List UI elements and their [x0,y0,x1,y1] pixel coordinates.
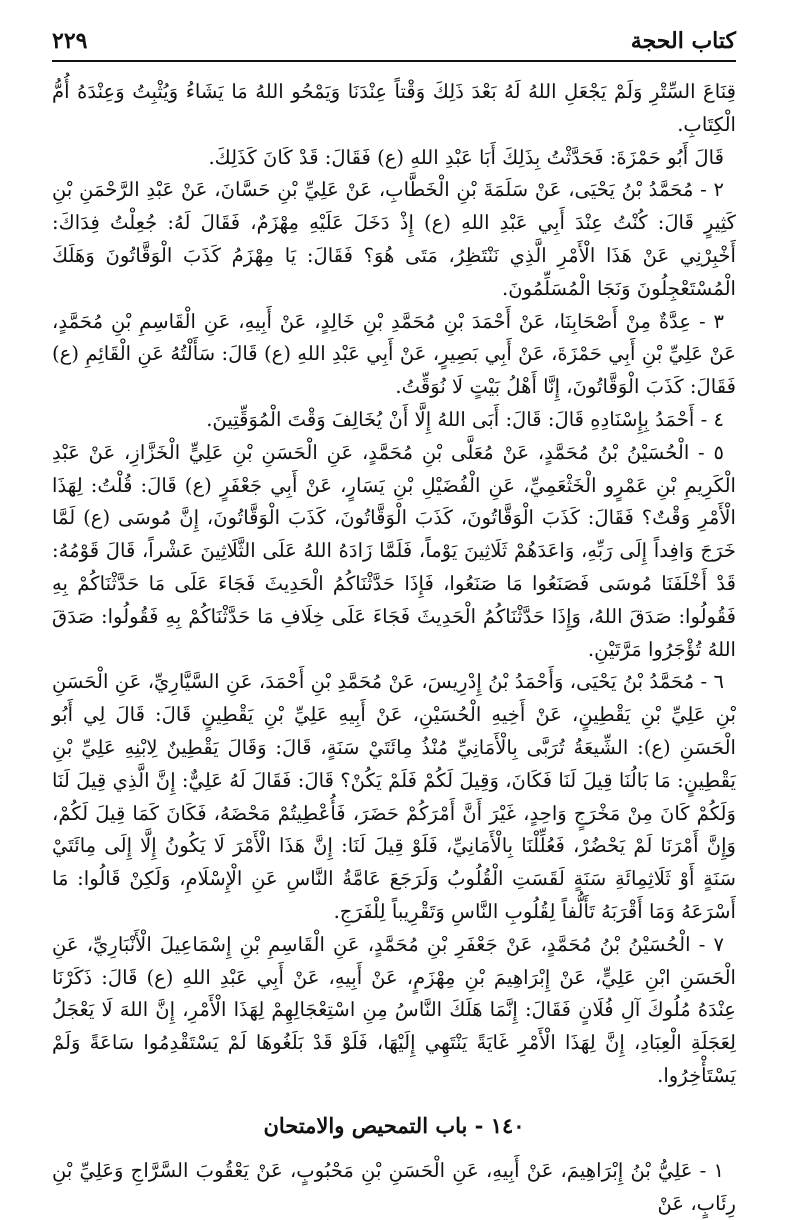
book-title: كتاب الحجة [630,28,736,54]
hadith-5: ٥ - الْحُسَيْنُ بْنُ مُحَمَّدٍ، عَنْ مُعَلَّى بْنِ مُحَمَّدٍ، عَنِ الْحَسَنِ بْنِ عَلِيٍّ الْخَزَّازِ، عَنْ عَبْدِ الْكَرِيمِ بْنِ عَمْرٍو الْخَثْعَمِيِّ، عَنِ الْفُضَيْلِ بْنِ يَسَارٍ، عَنْ أَبِي جَعْفَرٍ (ع) قَالَ: قُلْتُ: لِهَذَا الْأَمْرِ وَقْتٌ؟ فَقَالَ: كَذَبَ الْوَقَّاتُونَ، كَذَبَ الْوَقَّاتُونَ، كَذَبَ الْوَقَّاتُونَ، إِنَّ مُوسَى (ع) لَمَّا خَرَجَ وَافِداً إِلَى رَبِّهِ، وَاعَدَهُمْ ثَلَاثِينَ يَوْماً، فَلَمَّا زَادَهُ اللهُ عَلَى الثَّلَاثِينَ عَشْراً، قَالَ قَوْمُهُ: قَدْ أَخْلَفَنَا مُوسَى فَصَنَعُوا مَا صَنَعُوا، فَإِذَا حَدَّثْنَاكُمُ الْحَدِيثَ فَجَاءَ عَلَى مَا حَدَّثْنَاكُمْ بِهِ فَقُولُوا: صَدَقَ اللهُ، وَإِذَا حَدَّثْنَاكُمُ الْحَدِيثَ فَجَاءَ عَلَى خِلَافِ مَا حَدَّثْنَاكُمْ بِهِ فَقُولُوا: صَدَقَ اللهُ تُؤْجَرُوا مَرَّتَيْنِ. [52,440,736,661]
chapter-hadith-1: ١ - عَلِيُّ بْنُ إِبْرَاهِيمَ، عَنْ أَبِيهِ، عَنِ الْحَسَنِ بْنِ مَحْبُوبٍ، عَنْ يَعْقُوبَ السَّرَّاجِ وَعَلِيِّ بْنِ رِئَابٍ، عَنْ [52,1158,736,1215]
paragraph-abu-hamza: قَالَ أَبُو حَمْزَةَ: فَحَدَّثْتُ بِذَلِكَ أَبَا عَبْدِ اللهِ (ع) فَقَالَ: قَدْ كَانَ كَذَلِكَ. [208,145,724,169]
hadith-6: ٦ - مُحَمَّدُ بْنُ يَحْيَى، وَأَحْمَدُ بْنُ إِدْرِيسَ، عَنْ مُحَمَّدِ بْنِ أَحْمَدَ، عَنِ السَّيَّارِيِّ، عَنِ الْحَسَنِ بْنِ عَلِيِّ بْنِ يَقْطِينٍ، عَنْ أَخِيهِ الْحُسَيْنِ، عَنْ أَبِيهِ عَلِيِّ بْنِ يَقْطِينٍ قَالَ: قَالَ لِي أَبُو الْحَسَنِ (ع): الشِّيعَةُ تُرَبَّى بِالْأَمَانِيِّ مُنْذُ مِائَتَيْ سَنَةٍ، قَالَ: وَقَالَ يَقْطِينٌ لِابْنِهِ عَلِيِّ بْنِ يَقْطِينٍ: مَا بَالُنَا قِيلَ لَنَا فَكَانَ، وَقِيلَ لَكُمْ فَلَمْ يَكُنْ؟ قَالَ: فَقَالَ لَهُ عَلِيٌّ: إِنَّ الَّذِي قِيلَ لَنَا وَلَكُمْ كَانَ مِنْ مَخْرَجٍ وَاحِدٍ، غَيْرَ أَنَّ أَمْرَكُمْ حَضَرَ، فَأُعْطِيتُمْ مَحْضَهُ، فَكَانَ كَمَا قِيلَ لَكُمْ، وَإِنَّ أَمْرَنَا لَمْ يَحْضُرْ، فَعُلِّلْنَا بِالْأَمَانِيِّ، فَلَوْ قِيلَ لَنَا: إِنَّ هَذَا الْأَمْرَ لَا يَكُونُ إِلَّا إِلَى مِائَتَيْ سَنَةٍ أَوْ ثَلَاثِمِائَةِ سَنَةٍ لَقَسَتِ الْقُلُوبُ وَلَرَجَعَ عَامَّةُ النَّاسِ عَنِ الْإِسْلَامِ، وَلَكِنْ قَالُوا: مَا أَسْرَعَهُ وَمَا أَقْرَبَهُ تَأَلُّفاً لِقُلُوبِ النَّاسِ وَتَقْرِيباً لِلْفَرَجِ. [52,670,736,923]
page-body [52,76,736,1220]
page-number: ٢٢٩ [52,28,88,54]
paragraph-continuation: قِنَاعَ السِّتْرِ وَلَمْ يَجْعَلِ اللهُ لَهُ بَعْدَ ذَلِكَ وَقْتاً عِنْدَنَا وَيَمْحُو اللهُ مَا يَشَاءُ وَيُثْبِتُ وَعِنْدَهُ أُمُّ الْكِتَابِ. [52,80,736,136]
chapter-heading: ١٤٠ - باب التمحيص والامتحان [263,1112,525,1138]
hadith-2: ٢ - مُحَمَّدُ بْنُ يَحْيَى، عَنْ سَلَمَةَ بْنِ الْخَطَّابِ، عَنْ عَلِيِّ بْنِ حَسَّانَ، عَنْ عَبْدِ الرَّحْمَنِ بْنِ كَثِيرٍ قَالَ: كُنْتُ عِنْدَ أَبِي عَبْدِ اللهِ (ع) إِذْ دَخَلَ عَلَيْهِ مِهْزَمٌ، فَقَالَ لَهُ: جُعِلْتُ فِدَاكَ: أَخْبِرْنِي عَنْ هَذَا الْأَمْرِ الَّذِي نَنْتَظِرُ، مَتَى هُوَ؟ فَقَالَ: يَا مِهْزَمُ كَذَبَ الْوَقَّاتُونَ وَهَلَكَ الْمُسْتَعْجِلُونَ وَنَجَا الْمُسَلِّمُونَ. [52,178,736,300]
page-header [52,28,736,62]
hadith-3: ٣ - عِدَّةٌ مِنْ أَصْحَابِنَا، عَنْ أَحْمَدَ بْنِ مُحَمَّدِ بْنِ خَالِدٍ، عَنْ أَبِيهِ، عَنِ الْقَاسِمِ بْنِ مُحَمَّدٍ، عَنْ عَلِيِّ بْنِ أَبِي حَمْزَةَ، عَنْ أَبِي بَصِيرٍ، عَنْ أَبِي عَبْدِ اللهِ (ع) قَالَ: سَأَلْتُهُ عَنِ الْقَائِمِ (ع) فَقَالَ: كَذَبَ الْوَقَّاتُونَ، إِنَّا أَهْلُ بَيْتٍ لَا نُوَقِّتُ. [52,309,736,399]
hadith-4: ٤ - أَحْمَدُ بِإِسْنَادِهِ قَالَ: قَالَ: أَبَى اللهُ إِلَّا أَنْ يُخَالِفَ وَقْتَ الْمُوَقِّتِينَ. [206,407,724,431]
hadith-7: ٧ - الْحُسَيْنُ بْنُ مُحَمَّدٍ، عَنْ جَعْفَرِ بْنِ مُحَمَّدٍ، عَنِ الْقَاسِمِ بْنِ إِسْمَاعِيلَ الْأَنْبَارِيِّ، عَنِ الْحَسَنِ ابْنِ عَلِيٍّ، عَنْ إِبْرَاهِيمَ بْنِ مِهْزَمٍ، عَنْ أَبِيهِ، عَنْ أَبِي عَبْدِ اللهِ (ع) قَالَ: ذَكَرْنَا عِنْدَهُ مُلُوكَ آلِ فُلَانٍ فَقَالَ: إِنَّمَا هَلَكَ النَّاسُ مِنِ اسْتِعْجَالِهِمْ لِهَذَا الْأَمْرِ، إِنَّ اللهَ لَا يَعْجَلُ لِعَجَلَةِ الْعِبَادِ، إِنَّ لِهَذَا الْأَمْرِ غَايَةً يَنْتَهِي إِلَيْهَا، فَلَوْ قَدْ بَلَغُوهَا لَمْ يَسْتَقْدِمُوا سَاعَةً وَلَمْ يَسْتَأْخِرُوا. [52,932,736,1087]
